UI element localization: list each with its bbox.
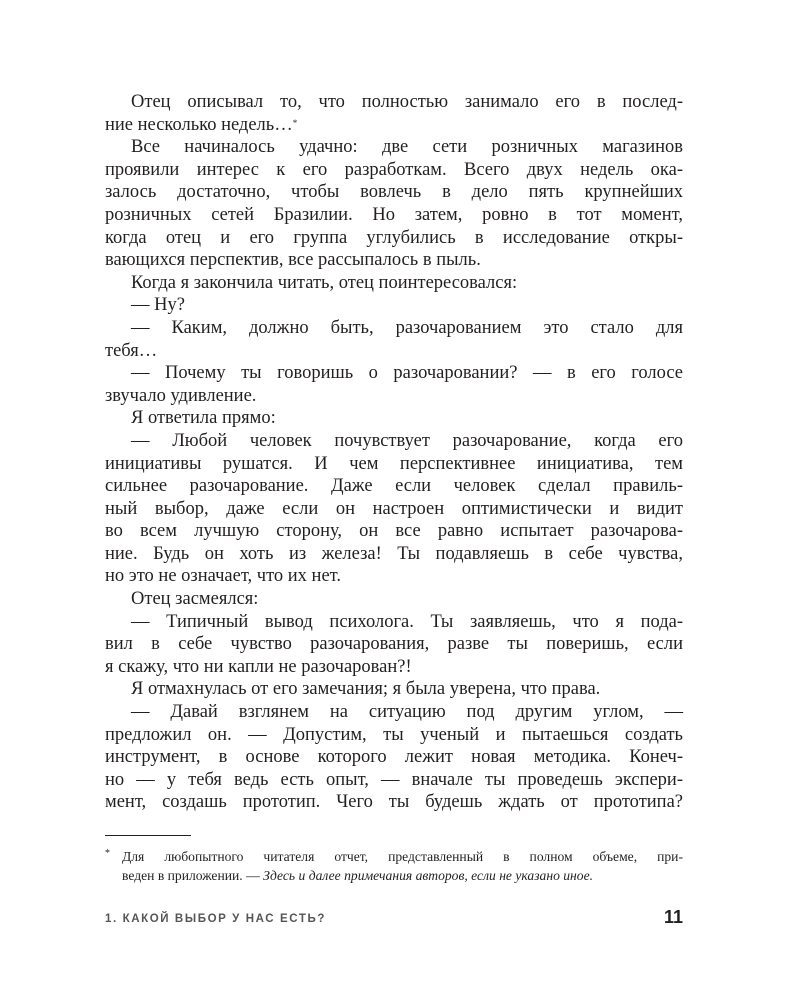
text-line [105,498,683,521]
text-line [105,362,683,385]
text-line [105,475,683,498]
text-line-content: сильнее разочарование. Даже если человек сделал правиль- [105,476,683,497]
text-line [105,565,683,588]
text-line [105,633,683,656]
text-line [105,272,683,295]
text-line-content: Я ответила прямо: [131,408,276,429]
text-line [105,227,683,250]
text-line-content: вил в себе чувство разочарования, разве ты поверишь, если [105,634,683,655]
text-line [105,520,683,543]
text-line [105,656,683,679]
text-line-content: звучало удивление. [105,385,257,406]
text-line-content: предложил он. — Допустим, ты ученый и пытаешься создать [105,724,683,745]
text-line-content: инициативы рушатся. И чем перспективнее инициатива, тем [105,453,683,474]
text-line-content: но — у тебя ведь есть опыт, — вначале ты проведешь экспери- [105,769,683,790]
text-line [105,746,683,769]
text-line-content: Отец засмеялся: [131,589,259,610]
text-line-content: Отец описывал то, что полностью занимало его в послед- [131,92,683,112]
text-line-content: ный выбор, даже если он настроен оптимистически и видит [105,498,683,519]
text-line-content: — Почему ты говоришь о разочаровании? — в его голосе [131,363,683,384]
text-line [105,769,683,792]
text-line [105,204,683,227]
text-line [105,588,683,611]
footnote-marker: * [105,848,110,859]
text-line-content: мент, создашь прототип. Чего ты будешь ждать от прототипа? [105,792,683,813]
text-line-content: проявили интерес к его разработкам. Всего двух недель ока- [105,159,683,180]
text-line-content: тебя… [105,340,158,361]
body-text [105,91,683,814]
text-line [105,678,683,701]
text-line [105,430,683,453]
text-line-content: я скажу, что ни капли не разочарован?! [105,656,412,677]
text-line-content: Когда я закончила читать, отец поинтересовался: [131,272,518,293]
running-footer-chapter: 1. КАКОЙ ВЫБОР У НАС ЕСТЬ? [105,913,326,925]
text-line [105,701,683,724]
text-line [105,181,683,204]
text-line-content: — Каким, должно быть, разочарованием это стало для [131,317,683,338]
text-line [105,249,683,272]
text-line [105,159,683,182]
text-line-content: когда отец и его группа углубились в исследование откры- [105,227,683,248]
footnote-italic-note: Здесь и далее примечания авторов, если не указано иное. [263,868,594,883]
text-line-content: ние несколько недель… [105,114,293,135]
footnote [105,847,683,885]
text-line [105,724,683,747]
text-line [105,611,683,634]
text-line [105,91,683,114]
text-line-content: ние. Будь он хоть из железа! Ты подавляешь в себе чувства, [105,543,683,564]
footnote-divider [105,835,191,836]
text-line-content: розничных сетей Бразилии. Но затем, ровно в тот момент, [105,204,683,225]
text-line [105,407,683,430]
text-line-content: — Давай взглянем на ситуацию под другим углом, — [131,702,683,723]
text-line [105,114,683,137]
text-line-content: — Ну? [131,295,185,316]
text-line-content: — Типичный вывод психолога. Ты заявляешь, что я пода- [131,611,683,632]
text-line [105,294,683,317]
text-line-content: инструмент, в основе которого лежит новая методика. Конеч- [105,747,683,768]
footnote-line [122,866,683,885]
footnote-line: Для любопытного читателя отчет, представленный в полном объеме, при- [122,849,683,864]
text-line [105,791,683,814]
text-line-content: Все начиналось удачно: две сети розничных магазинов [131,137,683,158]
text-line-content: во всем лучшую сторону, он все равно испытает разочарова- [105,521,683,542]
text-line-content: — Любой человек почувствует разочарование, когда его [131,430,683,451]
text-line-content: но это не означает, что их нет. [105,566,341,587]
footnote-reference[interactable]: * [292,117,298,128]
text-line [105,543,683,566]
text-line-content: залось достаточно, чтобы вовлечь в дело пять крупнейших [105,182,683,203]
text-line [105,136,683,159]
text-line [105,340,683,363]
text-line [105,385,683,408]
page-number: 11 [663,907,683,927]
text-line [105,453,683,476]
text-line-content: Я отмахнулась от его замечания; я была уверена, что права. [131,679,601,700]
footnote-text: веден в приложении. — [122,868,264,883]
text-line [105,317,683,340]
text-line-content: вающихся перспектив, все рассыпалось в пыль. [105,250,481,271]
